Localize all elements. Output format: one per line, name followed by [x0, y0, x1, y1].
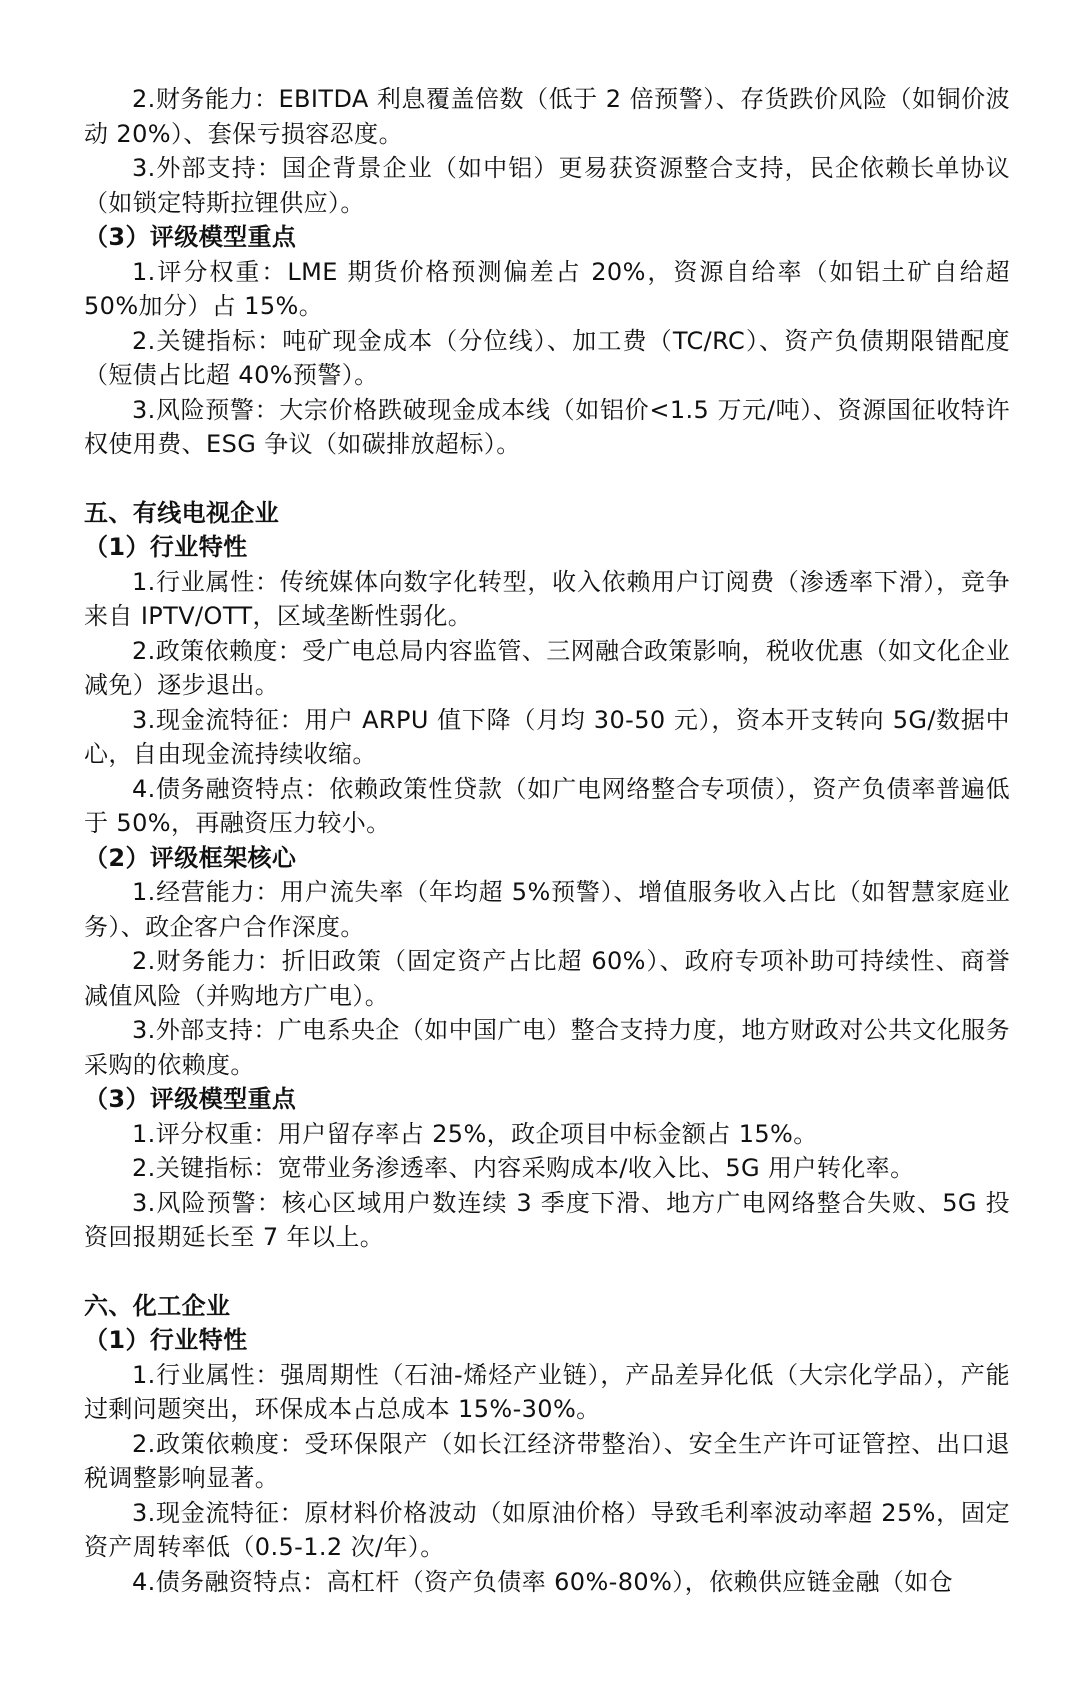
paragraph: 4.债务融资特点：依赖政策性贷款（如广电网络整合专项债），资产负债率普遍低于 50%，再融资压力较小。 — [84, 774, 1010, 837]
paragraph: 2.财务能力：EBITDA 利息覆盖倍数（低于 2 倍预警）、存货跌价风险（如铜价波动 20%）、套保亏损容忍度。 — [84, 85, 1010, 148]
paragraph: 3.外部支持：广电系央企（如中国广电）整合支持力度，地方财政对公共文化服务采购的依赖度。 — [84, 1016, 1010, 1079]
paragraph: 3.外部支持：国企背景企业（如中铝）更易获资源整合支持，民企依赖长单协议（如锁定特斯拉锂供应）。 — [84, 154, 1010, 217]
section-heading: 六、化工企业 — [84, 1291, 231, 1320]
paragraph: 1.评分权重：用户留存率占 25%，政企项目中标金额占 15%。 — [132, 1119, 818, 1148]
subsection-heading: （3）评级模型重点 — [84, 223, 297, 251]
subsection-heading: （2）评级框架核心 — [84, 843, 297, 872]
section-heading: 五、有线电视企业 — [84, 498, 280, 527]
paragraph: 1.行业属性：传统媒体向数字化转型，收入依赖用户订阅费（渗透率下滑），竞争来自 IPTV/OTT，区域垄断性弱化。 — [84, 567, 1010, 630]
paragraph: 2.关键指标：宽带业务渗透率、内容采购成本/收入比、5G 用户转化率。 — [132, 1154, 915, 1182]
paragraph: 2.财务能力：折旧政策（固定资产占比超 60%）、政府专项补助可持续性、商誉减值风险（并购地方广电）。 — [84, 947, 1010, 1010]
paragraph: 1.行业属性：强周期性（石油-烯烃产业链），产品差异化低（大宗化学品），产能过剩问题突出，环保成本占总成本 15%-30%。 — [84, 1360, 1010, 1423]
paragraph: 1.评分权重：LME 期货价格预测偏差占 20%，资源自给率（如铝土矿自给超 50%加分）占 15%。 — [84, 257, 1010, 320]
paragraph: 3.风险预警：大宗价格跌破现金成本线（如铝价<1.5 万元/吨）、资源国征收特许权使用费、ESG 争议（如碳排放超标）。 — [84, 395, 1010, 458]
paragraph: 2.政策依赖度：受广电总局内容监管、三网融合政策影响，税收优惠（如文化企业减免）逐步退出。 — [84, 636, 1010, 699]
paragraph: 2.政策依赖度：受环保限产（如长江经济带整治）、安全生产许可证管控、出口退税调整影响显著。 — [84, 1429, 1010, 1492]
paragraph: 4.债务融资特点：高杠杆（资产负债率 60%-80%），依赖供应链金融（如仓 — [132, 1567, 954, 1596]
paragraph: 2.关键指标：吨矿现金成本（分位线）、加工费（TC/RC）、资产负债期限错配度（短债占比超 40%预警）。 — [84, 326, 1010, 389]
subsection-heading: （1）行业特性 — [84, 1326, 248, 1354]
paragraph: 3.现金流特征：用户 ARPU 值下降（月均 30-50 元），资本开支转向 5G/数据中心，自由现金流持续收缩。 — [84, 705, 1010, 768]
paragraph: 1.经营能力：用户流失率（年均超 5%预警）、增值服务收入占比（如智慧家庭业务）、政企客户合作深度。 — [84, 878, 1010, 941]
paragraph: 3.现金流特征：原材料价格波动（如原油价格）导致毛利率波动率超 25%，固定资产周转率低（0.5-1.2 次/年）。 — [84, 1498, 1010, 1561]
document-body — [84, 82, 1010, 1599]
paragraph: 3.风险预警：核心区域用户数连续 3 季度下滑、地方广电网络整合失败、5G 投资回报期延长至 7 年以上。 — [84, 1188, 1010, 1251]
subsection-heading: （1）行业特性 — [84, 533, 248, 561]
subsection-heading: （3）评级模型重点 — [84, 1085, 297, 1113]
